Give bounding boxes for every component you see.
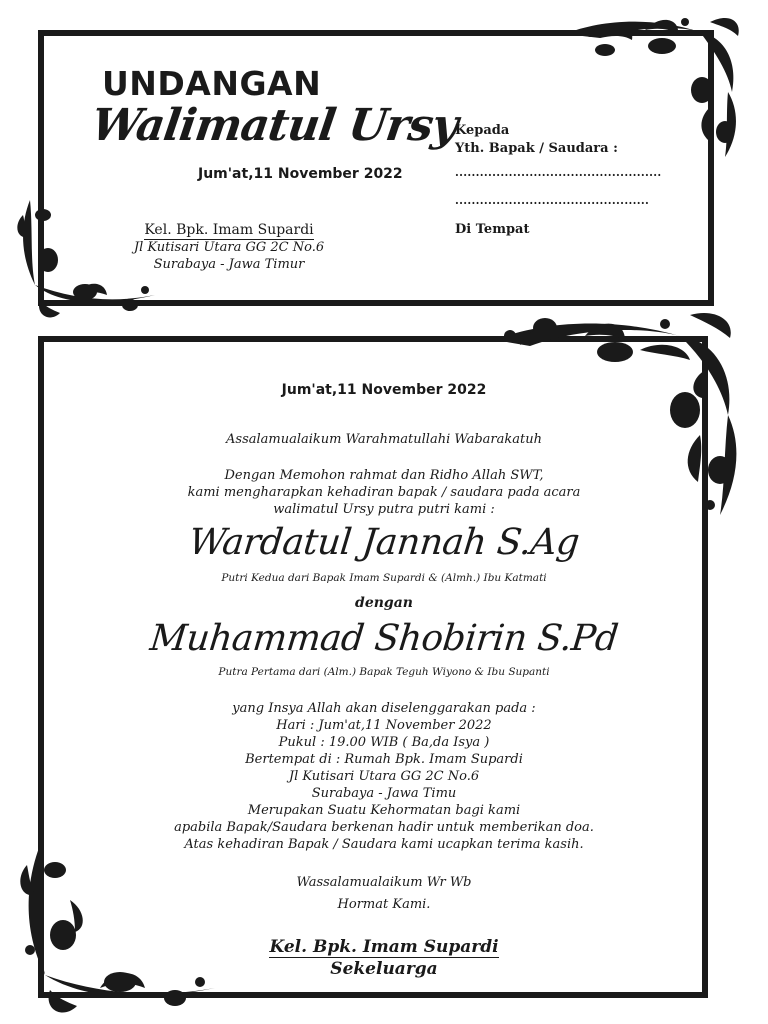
sender-address-line-1: Jl Kutisari Utara GG 2C No.6 <box>133 240 325 255</box>
place-label: Di Tempat <box>455 222 530 237</box>
signature-name: Kel. Bpk. Imam Supardi <box>269 937 499 957</box>
intro-paragraph <box>100 467 668 518</box>
top-date: Jum'at,11 November 2022 <box>198 166 403 182</box>
signature-block <box>100 936 668 980</box>
closing-greeting: Wassalamualaikum Wr Wb <box>296 875 472 890</box>
honor-line-2: apabila Bapak/Saudara berkenan hadir untuk memberikan doa. <box>174 820 594 835</box>
event-line-5: Jl Kutisari Utara GG 2C No.6 <box>288 769 480 784</box>
recipient-label-honorific: Yth. Bapak / Saudara : <box>455 141 618 156</box>
invitation-heading: UNDANGAN <box>102 64 322 103</box>
signature-family: Sekeluarga <box>330 959 438 979</box>
greeting: Assalamualaikum Warahmatullahi Wabarakatuh <box>226 432 542 447</box>
invitation-script-title: Walimatul Ursy <box>88 100 461 151</box>
event-line-4: Bertempat di : Rumah Bpk. Imam Supardi <box>245 752 523 767</box>
event-details <box>100 700 668 853</box>
floral-ornament-card-bottom-left-icon <box>15 840 225 1020</box>
intro-line-2: kami mengharapkan kehadiran bapak / saudara pada acara <box>187 485 581 500</box>
sender-block <box>76 222 382 273</box>
sender-name: Kel. Bpk. Imam Supardi <box>144 222 314 238</box>
recipient-block <box>455 122 618 158</box>
sender-address-line-2: Surabaya - Jawa Timur <box>153 257 305 272</box>
event-line-6: Surabaya - Jawa Timu <box>311 786 457 801</box>
closing-regards: Hormat Kami. <box>337 897 431 912</box>
event-line-2: Hari : Jum'at,11 November 2022 <box>276 718 492 733</box>
honor-line-1: Merupakan Suatu Kehormatan bagi kami <box>247 803 521 818</box>
intro-line-3: walimatul Ursy putra putri kami : <box>273 502 495 517</box>
bride-name: Wardatul Jannah S.Ag <box>186 522 582 563</box>
honor-line-3: Atas kehadiran Bapak / Saudara kami ucapkan terima kasih. <box>184 837 584 852</box>
recipient-label-to: Kepada <box>455 123 510 138</box>
groom-parents: Putra Pertama dari (Alm.) Bapak Teguh Wiyono & Ibu Supanti <box>218 666 550 678</box>
card-date: Jum'at,11 November 2022 <box>281 382 487 398</box>
intro-line-1: Dengan Memohon rahmat dan Ridho Allah SWT, <box>224 468 544 483</box>
groom-name: Muhammad Shobirin S.Pd <box>148 618 620 659</box>
event-line-1: yang Insya Allah akan diselenggarakan pada : <box>232 701 536 716</box>
recipient-dotted-line-2: ............................................... <box>455 194 650 207</box>
recipient-dotted-line-1: .................................................. <box>455 166 662 179</box>
conjunction: dengan <box>355 595 413 611</box>
bride-parents: Putri Kedua dari Bapak Imam Supardi & (Almh.) Ibu Katmati <box>221 572 547 584</box>
event-line-3: Pukul : 19.00 WIB ( Ba,da Isya ) <box>278 735 490 750</box>
